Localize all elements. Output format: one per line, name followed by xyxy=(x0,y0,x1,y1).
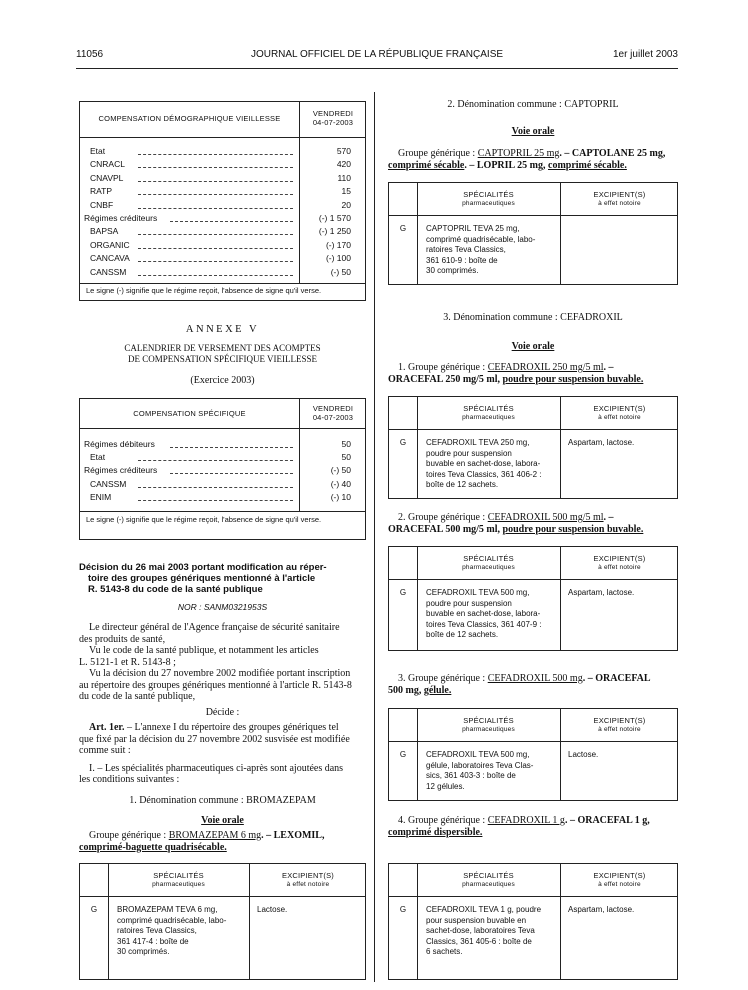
cefa-g2-spec-line: poudre pour suspension xyxy=(426,598,512,608)
decision-title-line-2: toire des groupes génériques mentionné à l'article xyxy=(88,573,316,584)
cefa-g2-col-excipients: EXCIPIENT(S) xyxy=(593,554,646,563)
cefa-g1-spec-line: boîte de 12 sachets. xyxy=(426,480,499,489)
cefa-g3-ref: 500 mg, xyxy=(388,684,424,696)
nor-reference: NOR : SANM0321953S xyxy=(177,602,268,612)
cefa-g3-spec-text xyxy=(426,750,555,792)
article-1-line-3: comme suit : xyxy=(79,745,131,756)
table1-note: Le signe (-) signifie que le régime reçoit, l'absence de signe qu'il verse. xyxy=(86,286,322,295)
decision-p3-2: au répertoire des groupes génériques mentionné à l'article R. 5143-8 xyxy=(79,679,352,691)
table1-row-label: CANSSM xyxy=(90,266,127,277)
table1-row-label: Etat xyxy=(90,146,106,156)
decide-heading: Décide : xyxy=(205,707,240,718)
cefa-g4-generic-marker: G xyxy=(399,905,407,914)
cefa-g4-spec-line: Classics, 361 405-6 : boîte de xyxy=(426,936,532,946)
table-compensation-demographique xyxy=(79,101,366,301)
cefa-g2-mid: . – xyxy=(603,512,614,523)
capto-groupe-form2: comprimé sécable. xyxy=(548,159,627,171)
brom-voie: Voie orale xyxy=(201,815,244,826)
table2-col2-header: VENDREDI xyxy=(312,404,354,413)
cefa-g4-groupe xyxy=(388,815,680,838)
page-header xyxy=(76,49,678,63)
decision-p1-1: Le directeur général de l'Agence française de sécurité sanitaire xyxy=(89,622,340,633)
table1-row-label: RATP xyxy=(90,186,113,197)
annexe-subtitle-2: DE COMPENSATION SPÉCIFIQUE VIEILLESSE xyxy=(127,354,318,364)
cefa-g3-generic-marker: G xyxy=(399,750,407,759)
annexe-subtitle-1: CALENDRIER DE VERSEMENT DES ACOMPTES xyxy=(124,343,321,353)
issue-date: 1er juillet 2003 xyxy=(612,49,678,60)
cefa-g4-spec-line: sachet-dose, laboratoires Teva xyxy=(426,926,535,935)
cefa-g1-spec-line: CEFADROXIL TEVA 250 mg, xyxy=(426,438,530,447)
journal-title: JOURNAL OFFICIEL DE LA RÉPUBLIQUE FRANÇAISE xyxy=(250,49,504,60)
table1-row-leader xyxy=(138,275,293,276)
table2-row-leader xyxy=(138,487,293,488)
decision-body xyxy=(79,622,369,703)
cefa-g2-groupe xyxy=(388,512,680,535)
decision-title-line-1: Décision du 26 mai 2003 portant modification au réper- xyxy=(79,562,327,573)
table1-row-value: 110 xyxy=(337,172,351,183)
table1-row-leader xyxy=(170,221,293,222)
table2-row-value: (-) 10 xyxy=(330,491,351,502)
table1-col2-date: 04-07-2003 xyxy=(312,118,354,127)
section-i-line-2: les conditions suivantes : xyxy=(79,774,180,785)
brom-spec-line: 361 417-4 : boîte de xyxy=(117,936,189,946)
cefa-g1-spec-text xyxy=(426,438,555,491)
cefa-g1-pre: 1. Groupe générique : xyxy=(398,362,488,373)
cefa-g4-product: CEFADROXIL 1 g xyxy=(487,815,565,826)
cefa-g4-col-excipients-sub: à effet notoire xyxy=(598,881,641,888)
cefa-g1-excipient: Aspartam, lactose. xyxy=(568,438,635,447)
capto-groupe-product: CAPTOPRIL 25 mg xyxy=(477,148,560,159)
cefa-g4-col-specialites: SPÉCIALITÉS xyxy=(463,871,514,880)
cefa-g2-spec-text xyxy=(426,588,555,641)
table1-row-value: (-) 1 570 xyxy=(318,213,351,223)
table1-col1-header: COMPENSATION DÉMOGRAPHIQUE VIEILLESSE xyxy=(98,114,281,123)
table2-row-value: (-) 50 xyxy=(330,465,351,476)
cefa-g1-col-specialites-sub: pharmaceutiques xyxy=(462,414,515,421)
table1-row-value: 15 xyxy=(341,186,351,197)
cefa-g1-spec-line: poudre pour suspension xyxy=(426,448,512,458)
article-1-line-1: – L'annexe I du répertoire des groupes génériques tel xyxy=(126,722,339,733)
decision-p3-1: Vu la décision du 27 novembre 2002 modifiée portant inscription xyxy=(89,668,351,679)
table-cefadroxil-250 xyxy=(388,396,678,499)
table1-row-label: ORGANIC xyxy=(90,239,130,250)
table2-row-label: Régimes débiteurs xyxy=(84,439,155,449)
decision-title xyxy=(79,562,369,595)
table1-row-label: CNAVPL xyxy=(90,172,124,183)
table1-row-leader xyxy=(138,261,293,262)
cefa-g1-form: poudre pour suspension buvable. xyxy=(502,373,644,385)
decision-p1-2: des produits de santé, xyxy=(79,633,166,645)
cefa-g3-col-specialites: SPÉCIALITÉS xyxy=(463,716,514,725)
cefa-g2-spec-line: toires Teva Classics, 361 407-9 : xyxy=(426,619,542,629)
article-1-label: Art. 1er. xyxy=(89,722,125,733)
section-i-line-1: I. – Les spécialités pharmaceutiques ci-après sont ajoutées dans xyxy=(89,762,344,774)
brom-col-specialites-sub: pharmaceutiques xyxy=(152,881,205,888)
table2-row-value: 50 xyxy=(341,452,351,463)
table1-row-leader xyxy=(138,234,293,235)
article-1-line-2: que fixé par la décision du 27 novembre 2002 susvisée est modifiée xyxy=(79,733,350,745)
table2-row-leader xyxy=(138,460,293,461)
cefa-g4-mid: . – ORACEFAL 1 g, xyxy=(564,815,650,826)
decision-p2-1: Vu le code de la santé publique, et notamment les articles xyxy=(89,645,319,656)
table-cefadroxil-500-gelule xyxy=(388,708,678,801)
cefa-g3-pre: 3. Groupe générique : xyxy=(398,673,488,684)
brom-col-excipients: EXCIPIENT(S) xyxy=(282,871,334,880)
annexe-exercise: (Exercice 2003) xyxy=(190,375,255,386)
cefa-g4-spec-line: 6 sachets. xyxy=(426,947,463,956)
cefa-g3-product: CEFADROXIL 500 mg xyxy=(487,673,583,684)
table-cefadroxil-1g xyxy=(388,863,678,980)
cefa-g2-product: CEFADROXIL 500 mg/5 ml xyxy=(487,512,604,523)
table1-row-leader xyxy=(138,154,293,155)
cefa-g4-excipient: Aspartam, lactose. xyxy=(568,905,635,914)
table2-note: Le signe (-) signifie que le régime reçoit, l'absence de signe qu'il verse. xyxy=(86,515,322,524)
cefa-g2-excipient: Aspartam, lactose. xyxy=(568,588,635,597)
capto-groupe xyxy=(388,148,680,171)
table1-row-label: CNRACL xyxy=(90,159,125,170)
table2-row-label: Etat xyxy=(90,452,106,463)
table1-row-leader xyxy=(138,248,293,249)
table2-row-leader xyxy=(138,500,293,501)
capto-generic-marker: G xyxy=(399,224,407,233)
table-captopril xyxy=(388,182,678,285)
cefa-g2-ref: ORACEFAL 500 mg/5 ml, xyxy=(388,523,503,535)
capto-spec-line: 30 comprimés. xyxy=(426,266,479,275)
decision-p2-2: L. 5121-1 et R. 5143-8 ; xyxy=(79,656,176,668)
brom-spec-line: comprimé quadrisécable, labo- xyxy=(117,915,227,925)
cefa-g2-spec-line: boîte de 12 sachets. xyxy=(426,630,499,639)
table1-row-value: (-) 170 xyxy=(325,239,351,250)
brom-groupe-ref: . – LEXOMIL, xyxy=(261,830,325,841)
cefa-g2-col-specialites: SPÉCIALITÉS xyxy=(463,554,514,563)
cefa-g2-col-specialites-sub: pharmaceutiques xyxy=(462,564,515,571)
header-rule xyxy=(76,68,678,69)
cefa-g1-col-excipients: EXCIPIENT(S) xyxy=(593,404,646,413)
table2-row-value: 50 xyxy=(341,439,351,449)
table2-col2-date: 04-07-2003 xyxy=(312,413,354,422)
capto-col-specialites: SPÉCIALITÉS xyxy=(463,190,514,199)
table2-row-label: ENIM xyxy=(90,491,112,502)
table1-row-leader xyxy=(138,167,293,168)
cefa-g2-spec-line: CEFADROXIL TEVA 500 mg, xyxy=(426,588,530,597)
table2-row-label: Régimes créditeurs xyxy=(84,465,158,476)
cefa-g2-pre: 2. Groupe générique : xyxy=(398,512,488,523)
table1-row-label: BAPSA xyxy=(90,226,119,237)
table1-row-value: (-) 1 250 xyxy=(318,226,351,237)
capto-spec-line: comprimé quadrisécable, labo- xyxy=(426,234,536,244)
cefa-g4-pre: 4. Groupe générique : xyxy=(398,815,488,826)
cefa-g1-col-specialites: SPÉCIALITÉS xyxy=(463,404,514,413)
capto-groupe-ref2: . – LOPRIL 25 mg, xyxy=(464,159,548,171)
cefa-g2-form: poudre pour suspension buvable. xyxy=(502,523,644,535)
cefa-g1-spec-line: toires Teva Classics, 361 406-2 : xyxy=(426,469,542,479)
table1-row-value: 20 xyxy=(341,199,351,210)
cefa-g4-spec-line: CEFADROXIL TEVA 1 g, poudre xyxy=(426,905,542,914)
table2-row-leader xyxy=(170,473,293,474)
capto-spec-line: ratoires Teva Classics, xyxy=(426,245,506,254)
table1-row-leader xyxy=(138,208,293,209)
brom-groupe-form: comprimé-baguette quadrisécable. xyxy=(79,841,227,853)
brom-generic-marker: G xyxy=(90,905,98,914)
table1-row-label: Régimes créditeurs xyxy=(84,213,158,223)
table1-row-leader xyxy=(138,181,293,182)
cefa-g3-spec-line: 12 gélules. xyxy=(426,781,465,791)
brom-col-excipients-sub: à effet notoire xyxy=(286,881,330,888)
cefa-g3-col-specialites-sub: pharmaceutiques xyxy=(462,726,515,733)
capto-denomination: 2. Dénomination commune : CAPTOPRIL xyxy=(447,99,619,110)
cefa-g2-spec-line: buvable en sachet-dose, labora- xyxy=(426,609,541,618)
brom-excipient: Lactose. xyxy=(257,905,288,914)
capto-spec-line: CAPTOPRIL TEVA 25 mg, xyxy=(426,224,520,233)
cefa-g3-mid: . – ORACEFAL xyxy=(582,673,651,684)
table2-row-leader xyxy=(170,447,293,448)
cefa-g1-ref: ORACEFAL 250 mg/5 ml, xyxy=(388,373,503,385)
capto-spec-text xyxy=(426,224,555,277)
table-cefadroxil-500-suspension xyxy=(388,546,678,651)
cefa-g3-groupe xyxy=(388,673,680,696)
capto-col-excipients: EXCIPIENT(S) xyxy=(593,190,646,199)
table-compensation-specifique xyxy=(79,398,366,540)
brom-col-specialites: SPÉCIALITÉS xyxy=(153,871,204,880)
brom-spec-line: BROMAZEPAM TEVA 6 mg, xyxy=(117,905,218,914)
cefa-g1-generic-marker: G xyxy=(399,438,407,447)
cefa-g3-col-excipients: EXCIPIENT(S) xyxy=(593,716,646,725)
cefa-denomination: 3. Dénomination commune : CEFADROXIL xyxy=(443,312,623,323)
table1-row-value: (-) 50 xyxy=(330,266,351,277)
table2-row-label: CANSSM xyxy=(90,478,127,489)
decision-p3-3: du code de la santé publique, xyxy=(79,691,196,702)
capto-voie: Voie orale xyxy=(511,126,555,137)
brom-groupe-product: BROMAZEPAM 6 mg xyxy=(168,830,262,841)
capto-groupe-form: comprimé sécable xyxy=(388,159,465,171)
annexe-title: ANNEXE V xyxy=(185,324,260,335)
capto-col-specialites-sub: pharmaceutiques xyxy=(462,200,515,207)
cefa-voie: Voie orale xyxy=(511,341,555,352)
cefa-g3-spec-line: CEFADROXIL TEVA 500 mg, xyxy=(426,750,530,759)
brom-spec-text xyxy=(117,905,244,958)
cefa-g1-spec-line: buvable en sachet-dose, labora- xyxy=(426,459,541,468)
cefa-g4-spec-line: pour suspension buvable en xyxy=(426,915,527,925)
table2-col1-header: COMPENSATION SPÉCIFIQUE xyxy=(133,409,246,418)
cefa-g3-spec-line: sics, 361 403-3 : boîte de xyxy=(426,771,516,780)
brom-groupe xyxy=(79,830,371,853)
cefa-g3-excipient: Lactose. xyxy=(568,750,599,759)
cefa-g1-product: CEFADROXIL 250 mg/5 ml xyxy=(487,362,604,373)
cefa-g2-generic-marker: G xyxy=(399,588,407,597)
page-number: 11056 xyxy=(76,49,104,60)
cefa-g3-col-excipients-sub: à effet notoire xyxy=(598,726,641,733)
cefa-g2-col-excipients-sub: à effet notoire xyxy=(598,564,641,571)
capto-groupe-ref: . – CAPTOLANE 25 mg, xyxy=(559,148,666,159)
brom-spec-line: ratoires Teva Classics, xyxy=(117,926,197,935)
capto-spec-line: 361 610-9 : boîte de xyxy=(426,255,498,265)
capto-groupe-pre: Groupe générique : xyxy=(398,148,478,159)
cefa-g1-groupe xyxy=(388,362,680,385)
cefa-g4-col-excipients: EXCIPIENT(S) xyxy=(593,871,646,880)
capto-col-excipients-sub: à effet notoire xyxy=(598,200,641,207)
table1-col2-header: VENDREDI xyxy=(312,109,354,118)
table-bromazepam xyxy=(79,863,366,980)
table1-row-value: 420 xyxy=(336,159,351,170)
brom-denomination: 1. Dénomination commune : BROMAZEPAM xyxy=(129,795,316,806)
table2-row-value: (-) 40 xyxy=(330,478,351,489)
decision-title-line-3: R. 5143-8 du code de la santé publique xyxy=(88,584,263,595)
cefa-g4-spec-text xyxy=(426,905,555,958)
table1-row-label: CNBF xyxy=(90,199,114,210)
table1-row-label: CANCAVA xyxy=(90,253,130,264)
cefa-g4-form: comprimé dispersible. xyxy=(388,826,483,838)
cefa-g3-spec-line: gélule, laboratoires Teva Clas- xyxy=(426,760,534,770)
column-divider xyxy=(374,92,375,982)
table1-row-value: 570 xyxy=(336,146,351,156)
cefa-g1-mid: . – xyxy=(603,362,614,373)
cefa-g3-form: gélule. xyxy=(423,684,452,696)
cefa-g4-col-specialites-sub: pharmaceutiques xyxy=(462,881,515,888)
brom-groupe-pre: Groupe générique : xyxy=(89,830,169,841)
table1-row-value: (-) 100 xyxy=(325,253,351,264)
article-1 xyxy=(79,722,369,786)
brom-spec-line: 30 comprimés. xyxy=(117,947,170,956)
table1-row-leader xyxy=(138,194,293,195)
cefa-g1-col-excipients-sub: à effet notoire xyxy=(598,414,641,421)
